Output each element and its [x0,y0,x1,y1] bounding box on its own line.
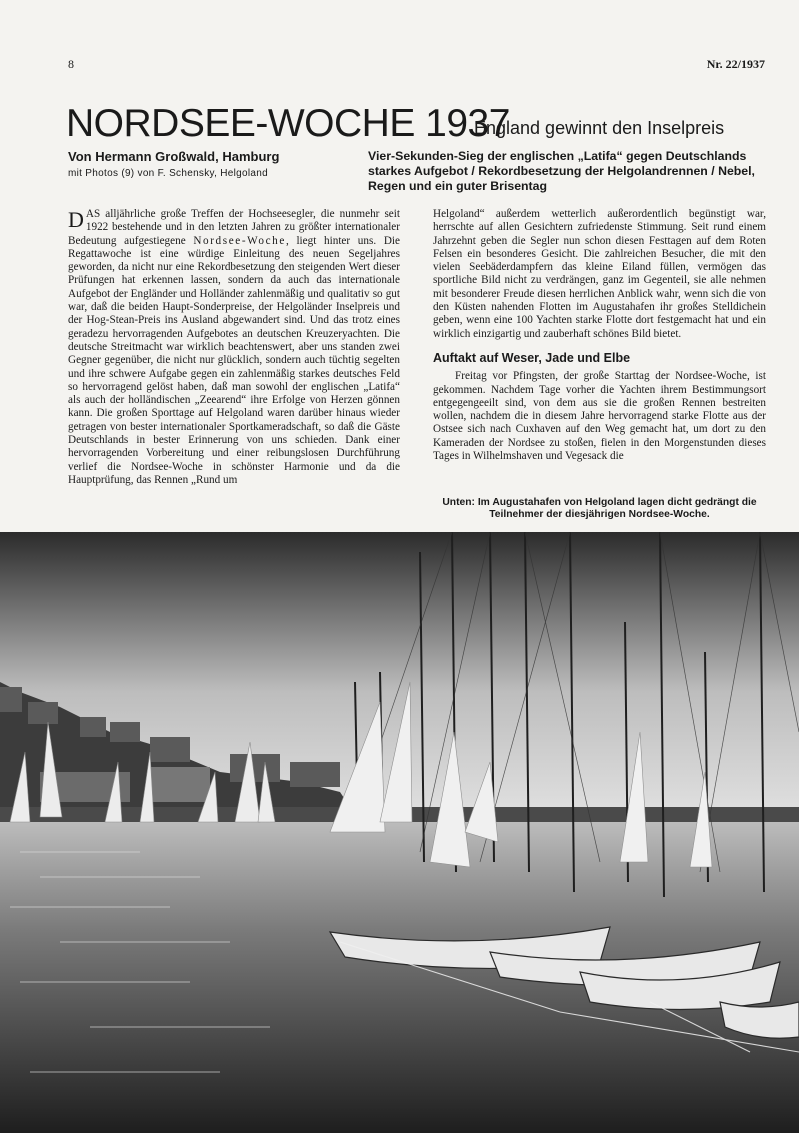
body-text: AS alljährliche große Treffen der Hochseesegler, die nunmehr seit 1922 bestehende und in den letzten Jahren zu größter internationaler Bedeutung aufgestiegene [68,208,400,247]
body-text: , liegt hinter uns. Die Regattawoche ist eine würdige Einleitung des neuen Segeljahres geworden, da nicht nur eine Rekordbesetzung den steigenden Wert dieser Prüfungen hat erkennen lassen, sondern da auch das internationale Aufgebot der Engländer und Holländer zahlenmäßig und qualitativ so gut war, daß die beiden Haupt-Sonderpreise, der Helgoländer Inselpreis und der Hog-Stean-Preis ins Ausland abgewandert sind. Und das trotz eines geradezu hervorragenden Aufgebotes an deutschen Kreuzeryachten. Die deutsche Streitmacht war wirklich beachtenswert, aber uns standen zwei Gegner gegenüber, die nicht nur glücklich, sondern auch tüchtig segelten und ihre schwere Aufgabe gegen ein zahlenmäßig starkes deutsches Feld so hervorragend gelöst haben, daß man sowohl der englischen „Latifa“ als auch der holländischen „Zeearend“ ihre Erfolge von Herzen gönnen kann. Die großen Sporttage auf Helgoland waren darüber hinaus wieder getragen von bester internationaler Sportkameradschaft, so daß die Gäste Deutschlands in bester Erinnerung von uns schieden. Dank einer hervorragenden Vorbereitung und einer reibungslosen Durchführung verlief die Nordsee-Woche in schönster Harmonie und da die Hauptprüfung, das Rennen „Rund um [68,234,400,486]
article-subtitle: England gewinnt den Inselpreis [474,118,725,138]
photo-credit: mit Photos (9) von F. Schensky, Helgoland [68,168,268,179]
photo-caption: Unten: Im Augustahafen von Helgoland lagen dicht gedrängt die Teilnehmer der diesjährigen Nordsee-Woche. [442,497,757,520]
section-heading: Auftakt auf Weser, Jade und Elbe [433,350,631,365]
drop-cap: D [68,207,84,232]
body-column-1 [68,208,400,487]
issue-number: Nr. 22/1937 [706,57,765,71]
article-deck: Vier-Sekunden-Sieg der englischen „Latifa“ gegen Deutschlands starkes Aufgebot / Rekordbesetzung der Helgolandrennen / Nebel, Regen und ein guter Brisentag [368,149,755,193]
body-paragraph: Freitag vor Pfingsten, der große Starttag der Nordsee-Woche, ist gekommen. Nachdem Tage vorher die Yachten ihrem Bestimmungsort entgegengeeilt sind, von dem aus sie die großen Rennen bestreiten wollen, nachdem die in diesem Jahre hervorragend starke Flotte aus der Ostsee sich nach Cuxhaven auf den Weg gemacht hat, um dort zu den Kameraden der Nordsee zu stoßen, fielen in den Morgenstunden dieses Tages in Wilhelmshaven und Vegesack die [433,370,766,463]
body-paragraph [68,208,400,487]
body-paragraph: Helgoland“ außerdem wetterlich außerordentlich begünstigt war, herrschte auf allen Gesichtern zufriedenste Stimmung. Seit rund einem Jahrzehnt geben die Segler nun schon diesen Festtagen auf dem Roten Felsen ein besonderes Gesicht. Die zahlreichen Besucher, die mit den vielen Seebäderdampfern das kleine Eiland füllen, vermögen das sportliche Bild nicht zu verdrängen, ganz im Gegenteil, sie alle nehmen mit besonderer Freude diesen herrlichen Anblick wahr, wenn sich die von den Küsten nahenden Flotten im Augustahafen ihr großes Stelldichein geben, wenn eine 100 Yachten starke Flotte dort festgemacht hat und ein wirklich einzigartig und zauberhaft schönes Bild bietet. [433,208,766,340]
harbor-photo [0,532,799,1133]
author-byline: Von Hermann Großwald, Hamburg [68,149,280,164]
spaced-term: Nordsee-Woche [193,234,286,247]
page-number: 8 [68,57,74,71]
article-title: NORDSEE-WOCHE 1937 [66,102,510,145]
body-column-2 [433,208,766,463]
